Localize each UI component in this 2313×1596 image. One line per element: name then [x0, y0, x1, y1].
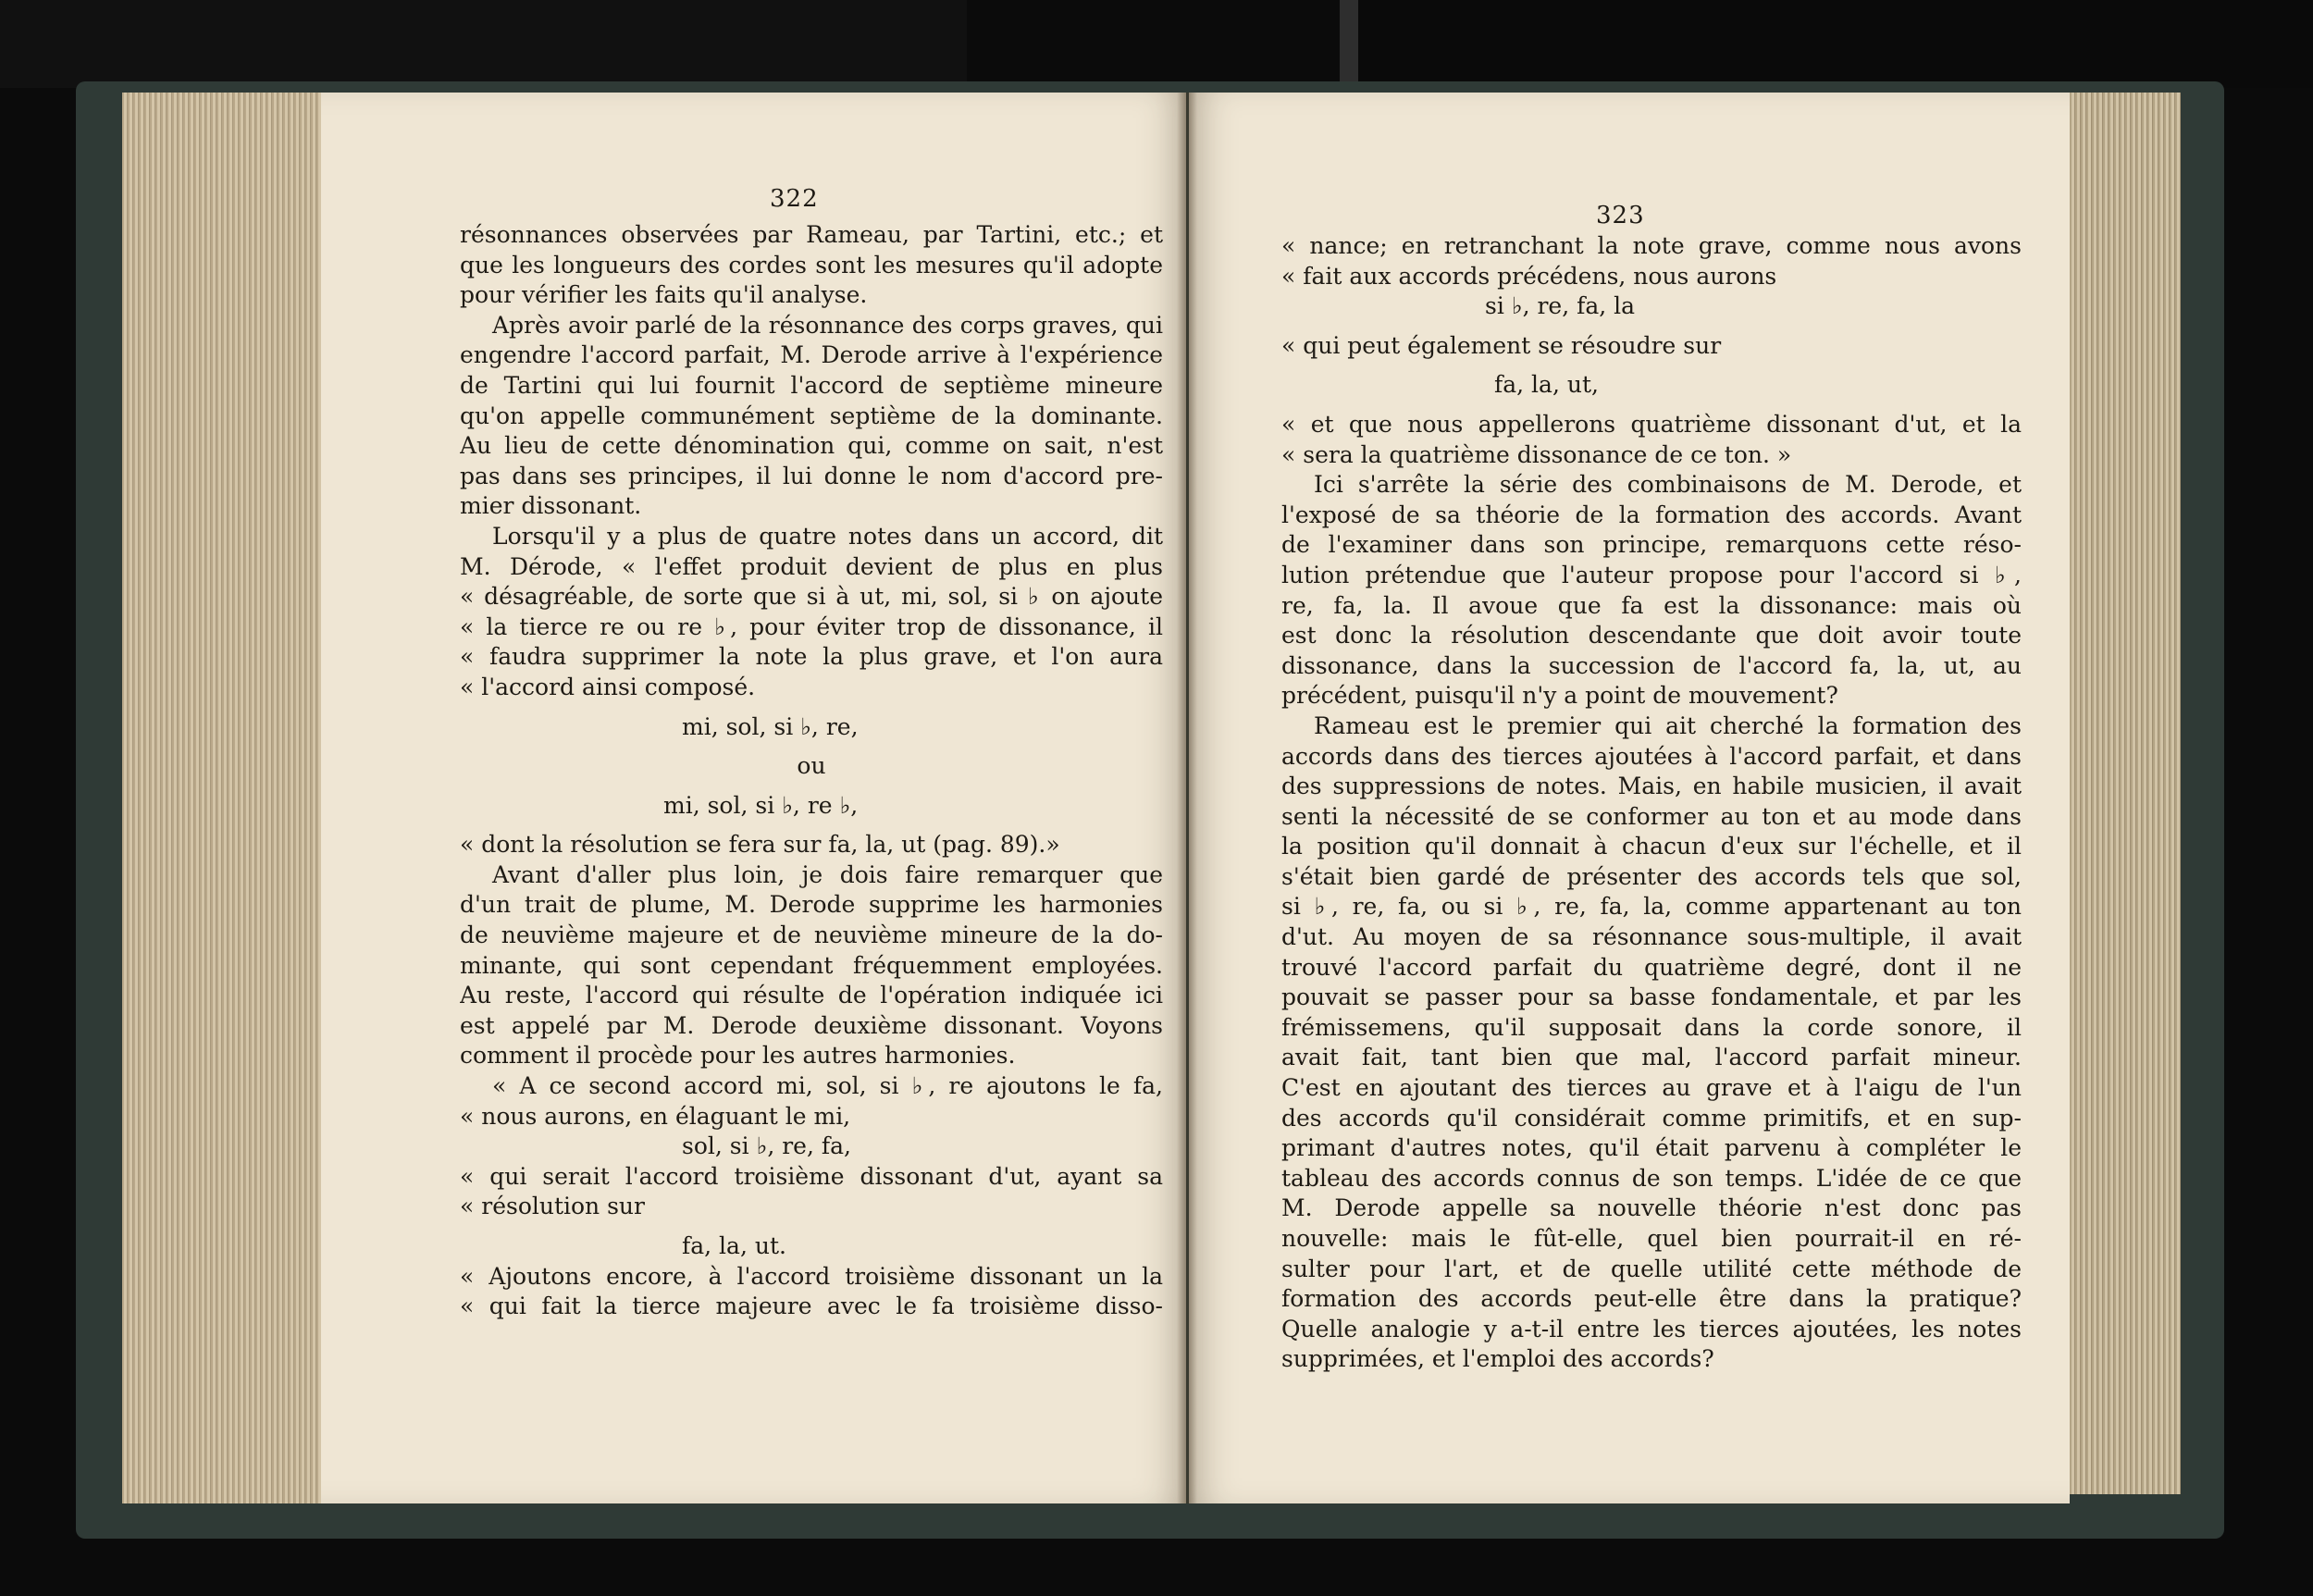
text-line: « fait aux accords précédens, nous aurons [1281, 262, 1777, 290]
text-line: pouvait se passer pour sa basse fondamentale, et par les [1281, 984, 2022, 1011]
page-number: 323 [1596, 202, 1645, 229]
text-line: M. Derode appelle sa nouvelle théorie n'est donc pas [1281, 1194, 2022, 1222]
text-line: Au lieu de cette dénomination qui, comme on sait, n'est [460, 432, 1163, 460]
text-line: supprimées, et l'emploi des accords? [1281, 1345, 1714, 1373]
book-gutter [1177, 93, 1197, 1503]
text-line: Ici s'arrête la série des combinaisons de M. Derode, et [1314, 471, 2022, 499]
text-line: accords dans des tierces ajoutées à l'accord parfait, et dans [1281, 742, 2022, 770]
left-page [321, 93, 1186, 1503]
text-line: de neuvième majeure et de neuvième mineure de la do- [460, 922, 1163, 949]
text-line: Avant d'aller plus loin, je dois faire remarquer que [492, 860, 1163, 888]
text-line: sol, si ♭, re, fa, [682, 1132, 851, 1160]
text-line: primant d'autres notes, qu'il était parvenu à compléter le [1281, 1134, 2022, 1162]
text-line: frémissemens, qu'il supposait dans la corde sonore, il [1281, 1013, 2022, 1041]
page-text [460, 220, 1163, 1322]
text-line: dissonance, dans la succession de l'accord fa, la, ut, au [1281, 651, 2022, 679]
text-line: que les longueurs des cordes sont les mesures qu'il adopte [460, 251, 1163, 278]
text-line: « faudra supprimer la note la plus grave, et l'on aura [460, 643, 1163, 671]
text-line: s'était bien gardé de présenter des accords tels que sol, [1281, 862, 2022, 890]
text-line: est donc la résolution descendante que doit avoir toute [1281, 622, 2022, 650]
background-left [0, 0, 967, 88]
text-line: avait fait, tant bien que mal, l'accord parfait mineur. [1281, 1044, 2022, 1071]
text-line: pour vérifier les faits qu'il analyse. [460, 281, 868, 309]
text-line: fa, la, ut, [1494, 371, 1599, 399]
text-line: si ♭, re, fa, ou si ♭, re, fa, la, comme appartenant au ton [1281, 893, 2022, 921]
text-line: « l'accord ainsi composé. [460, 673, 756, 700]
page-text [1281, 231, 2022, 1375]
text-line: pas dans ses principes, il lui donne le nom d'accord pre- [460, 462, 1163, 489]
text-line: C'est en ajoutant des tierces au grave et à l'aigu de l'un [1281, 1074, 2022, 1102]
text-line: si ♭, re, fa, la [1485, 292, 1636, 320]
text-line: re, fa, la. Il avoue que fa est la dissonance: mais où [1281, 591, 2022, 619]
text-line: Rameau est le premier qui ait cherché la formation des [1314, 711, 2022, 739]
background-right [1355, 0, 2313, 88]
text-line: Au reste, l'accord qui résulte de l'opération indiquée ici [460, 982, 1163, 1009]
page-number: 322 [770, 185, 819, 213]
text-line: la position qu'il donnait à chacun d'eux sur l'échelle, et il [1281, 833, 2022, 860]
text-line: « sera la quatrième dissonance de ce ton. » [1281, 440, 1792, 468]
text-line: minante, qui sont cependant fréquemment employées. [460, 951, 1163, 979]
text-line: « nance; en retranchant la note grave, comme nous avons [1281, 232, 2022, 259]
text-line: d'ut. Au moyen de sa résonnance sous-multiple, il avait [1281, 923, 2022, 951]
text-line: senti la nécessité de se conformer au ton et au mode dans [1281, 802, 2022, 830]
text-line: comment il procède pour les autres harmonies. [460, 1042, 1016, 1070]
text-line: « nous aurons, en élaguant le mi, [460, 1102, 851, 1130]
text-line: qu'on appelle communément septième de la dominante. [460, 402, 1163, 429]
text-line: « et que nous appellerons quatrième dissonant d'ut, et la [1281, 410, 2022, 438]
text-line: mi, sol, si ♭, re ♭, [663, 791, 859, 819]
text-line: ou [797, 752, 826, 780]
text-line: d'un trait de plume, M. Derode supprime les harmonies [460, 891, 1163, 919]
text-line: résonnances observées par Rameau, par Tartini, etc.; et [460, 221, 1163, 248]
page-edges-right [2070, 93, 2181, 1494]
text-line: engendre l'accord parfait, M. Derode arrive à l'expérience [460, 341, 1163, 369]
text-line: formation des accords peut-elle être dans la pratique? [1281, 1285, 2022, 1313]
text-line: Après avoir parlé de la résonnance des corps graves, qui [492, 311, 1163, 339]
text-line: des suppressions de notes. Mais, en habile musicien, il avait [1281, 773, 2022, 800]
text-line: mier dissonant. [460, 492, 642, 520]
text-line: trouvé l'accord parfait du quatrième degré, dont il ne [1281, 953, 2022, 981]
text-line: de Tartini qui lui fournit l'accord de septième mineure [460, 371, 1163, 399]
text-line: « la tierce re ou re ♭, pour éviter trop de dissonance, il [460, 612, 1163, 640]
text-line: fa, la, ut. [682, 1232, 786, 1259]
text-line: précédent, puisqu'il n'y a point de mouvement? [1281, 682, 1838, 710]
text-line: « A ce second accord mi, sol, si ♭, re ajoutons le fa, [492, 1072, 1163, 1100]
text-line: l'exposé de sa théorie de la formation des accords. Avant [1281, 501, 2022, 528]
text-line: « Ajoutons encore, à l'accord troisième dissonant un la [460, 1262, 1163, 1290]
text-line: tableau des accords connus de son temps. L'idée de ce que [1281, 1164, 2022, 1192]
text-line: nouvelle: mais le fût-elle, quel bien pourrait-il en ré- [1281, 1225, 2022, 1252]
text-line: des accords qu'il considérait comme primitifs, et en sup- [1281, 1104, 2022, 1132]
text-line: « qui fait la tierce majeure avec le fa troisième disso- [460, 1293, 1163, 1320]
text-line: lution prétendue que l'auteur propose pour l'accord si ♭, [1281, 561, 2022, 588]
text-line: sulter pour l'art, et de quelle utilité cette méthode de [1281, 1255, 2022, 1282]
text-line: Quelle analogie y a-t-il entre les tierces ajoutées, les notes [1281, 1315, 2022, 1342]
right-page [1189, 93, 2070, 1503]
text-line: de l'examiner dans son principe, remarquons cette réso- [1281, 531, 2022, 559]
text-line: « désagréable, de sorte que si à ut, mi, sol, si ♭ on ajoute [460, 583, 1163, 611]
text-line: M. Dérode, « l'effet produit devient de plus en plus [460, 552, 1163, 580]
text-line: « résolution sur [460, 1193, 645, 1220]
text-line: « dont la résolution se fera sur fa, la, ut (pag. 89).» [460, 831, 1060, 859]
text-line: mi, sol, si ♭, re, [682, 712, 859, 740]
text-line: Lorsqu'il y a plus de quatre notes dans un accord, dit [492, 522, 1163, 550]
page-edges-left [122, 93, 321, 1503]
text-line: « qui peut également se résoudre sur [1281, 331, 1722, 359]
text-line: est appelé par M. Derode deuxième dissonant. Voyons [460, 1011, 1163, 1039]
text-line: « qui serait l'accord troisième dissonant d'ut, ayant sa [460, 1162, 1163, 1190]
background-divider [1340, 0, 1358, 88]
